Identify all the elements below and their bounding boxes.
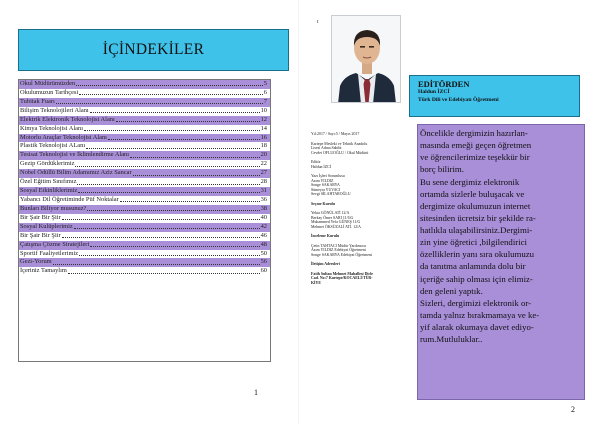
masthead-block xyxy=(311,202,409,207)
toc-item-title: Nobel Ödüllü Bilim Adamımız Aziz Sancar xyxy=(20,169,132,177)
toc-item-leader xyxy=(74,223,260,229)
masthead xyxy=(311,132,409,290)
toc-item-leader xyxy=(130,151,260,157)
editorial-line: masında emeği geçen öğretmen xyxy=(420,140,532,151)
masthead-line: Songe SAKARYA xyxy=(311,183,340,187)
masthead-line: Mehmet ÖKSÜZALİ ATİ. 12/A xyxy=(311,224,361,229)
toc-item-title: Sportif Faaliyetlerimiz xyxy=(20,249,79,257)
editorial-line: ve öğrencilerimize teşekkür bir xyxy=(420,152,530,163)
masthead-line: Songe SAKARYA Edebiyat Öğretmeni xyxy=(311,252,373,257)
editor-role: Türk Dili ve Edebiyatı Öğretmeni xyxy=(418,96,499,103)
toc-item-leader xyxy=(76,80,263,86)
masthead-block xyxy=(311,132,409,137)
toc-item xyxy=(19,107,270,116)
toc-item-leader xyxy=(75,160,259,166)
toc-item-leader xyxy=(90,107,260,113)
toc-item-leader xyxy=(120,196,260,202)
toc-item xyxy=(19,241,270,250)
editorial-line: yif alarak okumaya davet ediyo- xyxy=(420,322,534,332)
editorial-line: Bu sene dergimiz elektronik xyxy=(420,176,520,187)
toc-item-title: Bir Şair Bir Şiir xyxy=(20,231,61,239)
toc-item xyxy=(19,89,270,98)
toc-item-leader xyxy=(86,142,259,148)
toc-item-title: Plastik Teknolojisi ALanı xyxy=(20,142,86,150)
small-mark: t xyxy=(317,20,319,25)
toc-item xyxy=(19,151,270,160)
toc-item-title: Bilişim Teknolojileri Alanı xyxy=(20,106,89,114)
editorial-line: zin yine öğretici ,bilgilendirici xyxy=(420,237,527,248)
masthead-block xyxy=(311,174,409,197)
toc-item xyxy=(19,205,270,214)
toc-item-page: 14 xyxy=(260,124,267,132)
toc-item xyxy=(19,214,270,223)
editorial-line: dergimize okulumuzun internet xyxy=(420,200,531,211)
toc-item-title: Çatışma Çözme Stratejileri xyxy=(20,240,90,248)
toc-item-page: 36 xyxy=(260,195,267,203)
masthead-line: KİYE xyxy=(311,280,321,285)
toc-item-leader xyxy=(62,232,260,238)
toc-item-leader xyxy=(56,98,263,104)
toc-item-leader xyxy=(79,250,260,256)
page-divider xyxy=(298,0,299,424)
toc-item-leader xyxy=(62,214,260,220)
editorial-line: Öncelikle dergimizin hazırlan- xyxy=(420,128,528,138)
masthead-block xyxy=(311,262,409,267)
toc-item-page: 6 xyxy=(263,88,267,96)
toc-item-page: 60 xyxy=(260,267,267,275)
editor-banner xyxy=(409,75,580,117)
toc-item xyxy=(19,142,270,151)
right-page-number: 2 xyxy=(571,405,575,414)
toc-item xyxy=(19,187,270,196)
toc-item xyxy=(19,160,270,169)
masthead-line: Yekta GÖNÜLATİ 12/A xyxy=(311,211,350,215)
toc-item-page: 22 xyxy=(260,160,267,168)
masthead-line: Fatih Sultan Mehmet Mahallesi Dicle xyxy=(311,271,374,276)
editorial-line: rum.Mutluluklar.. xyxy=(420,334,483,345)
toc-item-title: Tesisat Teknolojisi ve İklimlendirme Alanı xyxy=(20,151,130,159)
toc-list xyxy=(19,80,270,276)
toc-item-leader xyxy=(133,169,260,175)
toc-item-leader xyxy=(79,89,263,95)
toc-item-title: Yabancı Dil Öğretiminde Püf Noktalar xyxy=(20,195,119,203)
masthead-line: İnceleme Kurulu xyxy=(311,234,340,238)
left-page-number: 1 xyxy=(254,388,258,397)
toc-item xyxy=(19,134,270,143)
editorial-text xyxy=(420,127,582,345)
toc-item xyxy=(19,169,270,178)
toc-item-page: 28 xyxy=(260,178,267,186)
masthead-block xyxy=(311,272,409,286)
masthead-line: Sevgi SİLAHTAROĞLU xyxy=(311,192,351,196)
toc-title: İÇİNDEKİLER xyxy=(102,41,205,58)
toc-item-page: 12 xyxy=(260,115,267,123)
masthead-line: Yazı İşleri Sorumlusu xyxy=(311,174,345,178)
editorial-box xyxy=(417,124,585,400)
toc-banner xyxy=(18,29,289,71)
editorial-line: da tanıtma anlamında dolu bir xyxy=(420,261,526,272)
toc-item-page: 27 xyxy=(260,169,267,177)
masthead-line: Lisesi Adına Sahibi xyxy=(311,146,342,150)
toc-item-title: İçeriniz Tamaylım xyxy=(20,267,67,275)
toc-item-title: Okulumuzun Tarihçesi xyxy=(20,88,79,96)
toc-item-page: 31 xyxy=(260,187,267,195)
toc-item xyxy=(19,223,270,232)
editorial-line: içeriğe sahip olması için elimiz- xyxy=(420,273,533,284)
toc-item-leader xyxy=(78,187,259,193)
toc-item-page: 16 xyxy=(260,133,267,141)
toc-item-leader xyxy=(87,205,259,211)
toc-item-page: 5 xyxy=(263,80,267,87)
masthead-block xyxy=(311,211,409,229)
toc-item-title: Kimya Teknolojisi Alanı xyxy=(20,124,83,132)
toc-item-leader xyxy=(68,267,260,273)
toc-item-page: 10 xyxy=(260,106,267,114)
masthead-block xyxy=(311,234,409,239)
masthead-line: Editör xyxy=(311,160,321,164)
toc-item-title: Okul Müdürümüzden xyxy=(20,80,76,87)
masthead-line: İletişim Adresleri xyxy=(311,262,340,266)
toc-item-title: Tubitak Fuarı xyxy=(20,97,55,105)
toc-item-title: Elektrik Elektronik Teknolojisi Alanı xyxy=(20,115,115,123)
masthead-line: Muhammed Yefa GÜNEŞ 11/G xyxy=(311,220,361,224)
toc-item xyxy=(19,80,270,89)
toc-item-title: Bunları Biliyor musunuz? xyxy=(20,204,87,212)
toc-item-page: 42 xyxy=(260,222,267,230)
toc-item xyxy=(19,178,270,187)
toc-item xyxy=(19,98,270,107)
editor-section-title: EDİTÖRDEN xyxy=(418,79,470,89)
masthead-line: Yıl:2017 / Sayı:5 / Mayıs 2017 xyxy=(311,132,360,136)
editorial-line: borç bilirim. xyxy=(420,164,464,175)
masthead-line: Çetin TAHTACI Müdür Yardımcısı xyxy=(311,243,367,248)
toc-item xyxy=(19,250,270,259)
toc-item-title: Sosyal Kulüplerimiz xyxy=(20,222,73,230)
toc-item-page: 38 xyxy=(260,204,267,212)
toc-item xyxy=(19,116,270,125)
toc-item-page: 46 xyxy=(260,231,267,239)
toc-item-page: 7 xyxy=(263,97,267,105)
masthead-line: Cad. No:7 Kartepe/KOCAELİ/TÜR- xyxy=(311,276,373,280)
toc-item-leader xyxy=(108,134,260,140)
toc-item xyxy=(19,267,270,276)
editor-photo xyxy=(331,15,401,103)
toc-item-title: Özel Eğitim Sınıfımız xyxy=(20,178,77,186)
editorial-line: ortamda sizlerle buluşacak ve xyxy=(420,188,525,199)
toc-item xyxy=(19,125,270,134)
toc-item-page: 18 xyxy=(260,142,267,150)
toc-item-leader xyxy=(53,258,260,264)
editorial-line: Sizleri, dergimizi elektronik or- xyxy=(420,297,532,308)
masthead-line: Sümeyra YUVACI xyxy=(311,187,341,192)
toc-item-page: 48 xyxy=(260,240,267,248)
toc-item-title: Sosyal Etkinliklerimiz xyxy=(20,187,78,195)
masthead-block xyxy=(311,142,409,156)
masthead-block xyxy=(311,244,409,258)
toc-item-page: 20 xyxy=(260,151,267,159)
masthead-line: Seçme Kurulu xyxy=(311,201,335,206)
toc-item-title: Gezi-Yorum xyxy=(20,258,52,266)
toc-item-title: Gezip Gördüklerimiz xyxy=(20,160,75,168)
editorial-line: hatlıkla ulaşabilirsiniz.Dergimi- xyxy=(420,225,533,235)
toc-item-leader xyxy=(90,241,259,247)
masthead-line: Azım YILDIZ Edebiyat Öğretmeni xyxy=(311,248,366,252)
toc-item-leader xyxy=(116,116,260,122)
toc-item-title: Bir Şair Bir Şiir xyxy=(20,213,61,221)
masthead-block xyxy=(311,160,409,169)
masthead-line: Azım YILDIZ xyxy=(311,178,334,183)
editorial-line: sitesinden ücretsiz bir şekilde ra- xyxy=(420,212,536,223)
toc-item-page: 50 xyxy=(260,249,267,257)
editorial-line: özelliklerin yanı sıra okulumuzu xyxy=(420,249,535,260)
toc-item xyxy=(19,258,270,267)
toc-item xyxy=(19,196,270,205)
toc-item-page: 40 xyxy=(260,213,267,221)
toc-item-page: 56 xyxy=(260,258,267,266)
masthead-line: Berkay Ömer SARI 11/GG xyxy=(311,215,354,220)
toc-item-title: Motorlu Araçlar Teknolojisi Alanı xyxy=(20,133,107,141)
editor-name: Haldun İZCİ xyxy=(418,89,450,95)
editorial-line: den geleni yaptık. xyxy=(420,285,483,296)
editorial-line: tamda yalnız bırakmamaya ve ke- xyxy=(420,309,540,320)
portrait-image xyxy=(332,16,401,103)
toc-item xyxy=(19,232,270,241)
masthead-line: Haldun İZCİ xyxy=(311,164,331,169)
masthead-line: Kartepe Mesleki ve Teknik Anadolu xyxy=(311,141,368,146)
toc-box xyxy=(18,79,271,362)
masthead-line: Cevdet OFLUOĞLU / Okul Müdürü xyxy=(311,150,369,155)
toc-item-leader xyxy=(84,125,260,131)
toc-item-leader xyxy=(77,178,259,184)
